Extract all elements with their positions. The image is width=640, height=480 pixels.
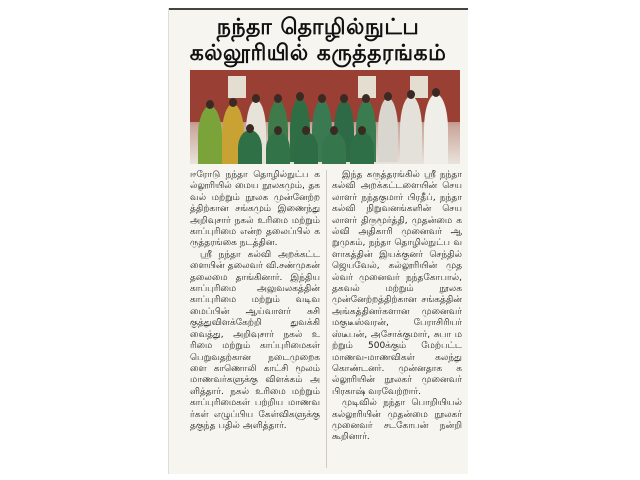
photo-face xyxy=(296,92,304,101)
photo-person xyxy=(266,132,290,164)
column-divider xyxy=(326,170,327,468)
photo-person xyxy=(378,98,398,162)
clipping-top-edge xyxy=(168,8,468,10)
photo-face xyxy=(384,92,392,101)
article-paragraph: முடிவில் நந்தா பொறியியல் கல்லூரியின் முதன்மை நூலகர் முனைவர் சடகோபன் நன்றி கூறினார். xyxy=(332,398,462,443)
photo-face xyxy=(274,126,282,135)
article-paragraph: ஸ்ரீ நந்தா கல்வி அறக்கட்டளையின் தலைவர் வி.சண்முகன் தலைமை தாங்கினார். இந்திய காப்புரிமை அலுவலகத்தின் காப்புரிமை மற்றும் வடிவமைப்பின் ஆய்வாளர் சுசி குத்துவிளக்கேற்றி துவக்கி வைத்து, அறிவுசார் நகல் உரிமை மற்றும் காப்புரிமைகள் பெறுவதற்கான நடைமுறைகளை காணொலி காட்சி மூலம் மாணவர்களுக்கு விளக்கம் அளித்தார். நகல் உரிமை மற்றும் காப்புரிமைகள் பற்றிய மாணவர்கள் எழுப்பிய கேள்விகளுக்கு தகுந்த பதில் அளித்தார். xyxy=(190,249,320,431)
clipping-left-edge xyxy=(168,8,169,474)
photo-person xyxy=(294,132,318,164)
photo-banner xyxy=(228,76,246,98)
photo-person xyxy=(322,132,346,164)
article-column-left xyxy=(190,170,320,432)
photo-person xyxy=(198,106,222,164)
article-paragraph: ஈரோடு நந்தா தொழில்நுட்ப கல்லூரியில் மைய நூலகமும், தகவல் மற்றும் நூலக முன்னேற்றத்திற்கான சங்கமும் இணைந்து அறிவுசார் நகல் உரிமை மற்றும் காப்புரிமை என்ற தலைப்பில் கருத்தரங்கை நடத்தின. xyxy=(190,170,320,249)
photo-face xyxy=(252,94,260,103)
photo-face xyxy=(340,94,348,103)
photo-face xyxy=(330,126,338,135)
photo-face xyxy=(362,94,370,103)
photo-person xyxy=(400,96,422,162)
photo-face xyxy=(432,88,440,97)
photo-face xyxy=(302,126,310,135)
photo-face xyxy=(407,90,415,99)
photo-face xyxy=(318,94,326,103)
photo-person xyxy=(350,132,374,164)
article-column-right xyxy=(332,170,462,444)
group-photo-icon xyxy=(190,70,460,164)
article-body xyxy=(190,170,462,470)
headline-line-1: நந்தா தொழில்நுட்ப xyxy=(216,15,420,40)
photo-face xyxy=(229,98,237,107)
headline-line-2: கல்லூரியில் கருத்தரங்கம் xyxy=(189,41,447,66)
photo-face xyxy=(246,124,254,133)
photo-person xyxy=(238,130,262,164)
newspaper-clipping xyxy=(168,8,468,474)
photo-face xyxy=(358,126,366,135)
photo-face xyxy=(274,94,282,103)
article-paragraph: இந்த கருத்தரங்கில் ஸ்ரீ நந்தா கல்வி அறக்கட்டளையின் செயலாளர் நந்தகுமார் பிரதீப், நந்தா கல்வி நிறுவனங்களின் செயலாளர் திருமூர்த்தி, முதன்மை கல்வி அதிகாரி முனைவர் ஆறுமுகம், நந்தா தொழில்நுட்ப வளாகத்தின் இயக்குனர் செந்தில் ஜெயவேல், கல்லூரியின் முதல்வர் முனைவர் நந்தகோபால், தகவல் மற்றும் நூலக முன்னேற்றத்திற்கான சங்கத்தின் அங்கத்தினர்களான முனைவர் மகுடீஸ்வரன், பேராசிரியர் ஸ்டீபன், அசோக்குமார், சுபா மற்றும் 500க்கும் மேற்பட்ட மாணவ-மாணவிகள் கலந்து கொண்டனர். முன்னதாக கல்லூரியின் நூலகர் முனைவர் பிரகாஷ் வரவேற்றார். xyxy=(332,170,462,397)
photo-face xyxy=(206,100,214,109)
photo-person xyxy=(424,94,448,164)
